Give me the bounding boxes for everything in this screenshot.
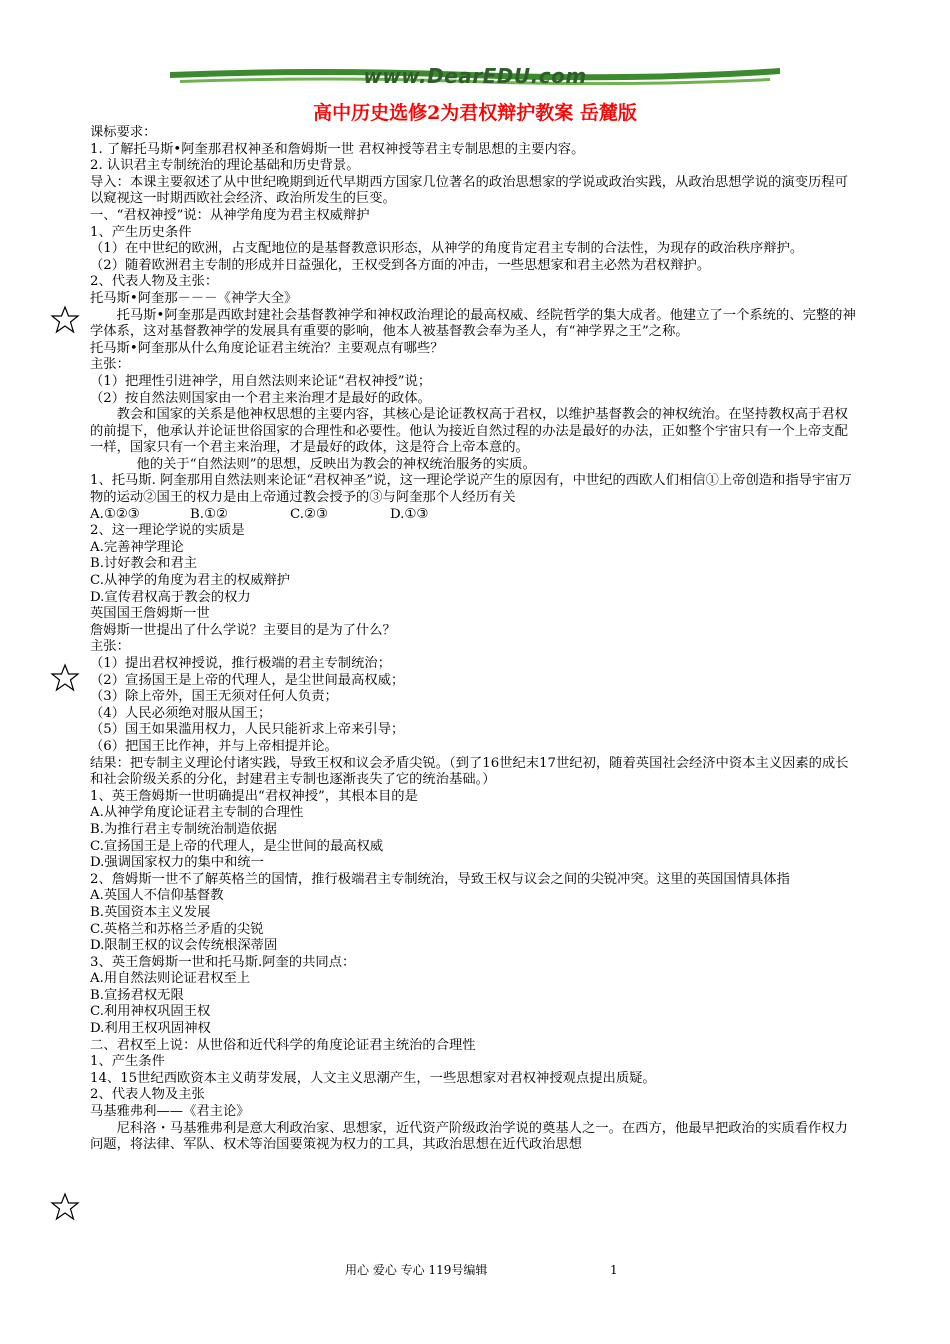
- text-line: （4）人民必须绝对服从国王；: [90, 705, 272, 721]
- text-line: 主张：: [90, 357, 130, 373]
- text-line: （2）随着欧洲君主专制的形成并日益强化，王权受到各方面的冲击，一些思想家和君主必然为君权辩护。: [90, 257, 711, 273]
- text-line: 英国国王詹姆斯一世: [90, 606, 210, 622]
- page-title: 高中历史选修2为君权辩护教案 岳麓版: [313, 102, 637, 124]
- text-line: 他的关于“自然法则”的思想，反映出为教会的神权统治服务的实质。: [136, 456, 536, 472]
- text-line: 马基雅弗利——《君主论》: [90, 1104, 250, 1120]
- option: C.②③: [290, 506, 328, 522]
- option: D.利用王权巩固神权: [90, 1021, 211, 1037]
- option: D.①③: [390, 506, 429, 522]
- option: D.宣传君权高于教会的权力: [90, 589, 251, 605]
- question: 3、英王詹姆斯一世和托马斯.阿奎的共同点：: [90, 954, 356, 970]
- paragraph: 尼科洛・马基雅弗利是意大利政治家、思想家，近代资产阶级政治学说的奠基人之一。在西方，他最早把政治的实质看作权力问题，将法律、军队、权术等治国要策视为权力的工具，其政治思想在近代政治思想: [90, 1120, 848, 1153]
- option: A.从神学角度论证君主专制的合理性: [90, 805, 304, 821]
- option: B.为推行君主专制统治制造依据: [90, 821, 277, 837]
- text-line: 2. 认识君主专制统治的理论基础和历史背景。: [90, 158, 360, 174]
- text-line: （3）除上帝外，国王无须对任何人负责；: [90, 689, 338, 705]
- text-line: 主张：: [90, 639, 130, 655]
- text-line: （5）国王如果滥用权力，人民只能祈求上帝来引导；: [90, 722, 405, 738]
- section-heading: 二、君权至上说：从世俗和近代科学的角度论证君主统治的合理性: [90, 1037, 476, 1053]
- question: 1、托马斯. 阿奎那用自然法则来论证“君权神圣”说，这一理论学说产生的原因有，中世纪的西欧人们相信①上帝创造和指导宇宙万物的运动②国王的权力是由上帝通过教会授予的③与阿奎那个人经历有关: [90, 473, 852, 506]
- option: C.从神学的角度为君主的权威辩护: [90, 573, 291, 589]
- text-line: 1、产生历史条件: [90, 224, 192, 240]
- star-icon: [50, 305, 80, 335]
- text-line: 詹姆斯一世提出了什么学说？主要目的是为了什么？: [90, 622, 396, 638]
- paragraph: 导入：本课主要叙述了从中世纪晚期到近代早期西方国家几位著名的政治思想家的学说或政治实践，从政治思想学说的演变历程可以窥视这一时期西欧社会经济、政治所发生的巨变。: [90, 174, 848, 207]
- star-icon: [50, 663, 80, 693]
- option: C.宣扬国王是上帝的代理人，是尘世间的最高权威: [90, 838, 384, 854]
- paragraph: 教会和国家的关系是他神权思想的主要内容，其核心是论证教权高于君权，以维护基督教会的神权统治。在坚持教权高于君权的前提下，他承认并论证世俗国家的合理性和必要性。他认为接近自然过程的办法是最好的办法，正如整个宇宙只有一个上帝支配一样，国家只有一个君主来治理，才是最好的政体，这是符合上帝本意的。: [90, 407, 848, 456]
- option: B.讨好教会和君主: [90, 556, 198, 572]
- text-line: （1）把理性引进神学，用自然法则来论证“君权神授”说；: [90, 373, 432, 389]
- section-heading: 一、“君权神授”说：从神学角度为君主权威辩护: [90, 207, 370, 223]
- paragraph: （1）在中世纪的欧洲，占支配地位的是基督教意识形态，从神学的角度肯定君主专制的合法性，为现存的政治秩序辩护。: [90, 241, 804, 257]
- text-line: 14、15世纪西欧资本主义萌芽发展，人文主义思潮产生，一些思想家对君权神授观点提出质疑。: [90, 1070, 656, 1086]
- question: 1、英王詹姆斯一世明确提出“君权神授”，其根本目的是: [90, 788, 418, 804]
- option: A.完善神学理论: [90, 539, 184, 555]
- paragraph: 结果：把专制主义理论付诸实践，导致王权和议会矛盾尖锐。（到了16世纪末17世纪初，随着英国社会经济中资本主义因素的成长和社会阶级关系的分化，封建君主专制也逐渐丧失了它的统治基础。）: [90, 755, 849, 788]
- paragraph: 托马斯•阿奎那是西欧封建社会基督教神学和神权政治理论的最高权威、经院哲学的集大成者。他建立了一个系统的、完整的神学体系，这对基督教神学的发展具有重要的影响，他本人被基督教会奉为圣人，有“神学界之王”之称。: [90, 307, 856, 340]
- text-line: 1、产生条件: [90, 1054, 165, 1070]
- text-line: （2）宣扬国王是上帝的代理人，是尘世间最高权威；: [90, 672, 405, 688]
- option: B.宣扬君权无限: [90, 987, 184, 1003]
- question: 2、这一理论学说的实质是: [90, 523, 245, 539]
- text-line: 托马斯•阿奎那从什么角度论证君主统治？主要观点有哪些？: [90, 340, 444, 356]
- site-banner: [170, 58, 780, 94]
- page-number: 1: [610, 1263, 618, 1277]
- text-line: （6）把国王比作神，并与上帝相提并论。: [90, 738, 338, 754]
- site-url[interactable]: www.DearEDU.com: [363, 64, 587, 88]
- option: C.英格兰和苏格兰矛盾的尖锐: [90, 921, 264, 937]
- question: 2、詹姆斯一世不了解英格兰的国情，推行极端君主专制统治，导致王权与议会之间的尖锐冲突。这里的英国国情具体指: [90, 871, 790, 887]
- footer-text: 用心 爱心 专心 119号编辑: [345, 1263, 488, 1277]
- option: B.①②: [190, 506, 228, 522]
- option: A.用自然法则论证君权至上: [90, 971, 251, 987]
- option: A.英国人不信仰基督教: [90, 888, 224, 904]
- text-line: （1）提出君权神授说，推行极端的君主专制统治；: [90, 656, 391, 671]
- option: D.强调国家权力的集中和统一: [90, 855, 264, 871]
- option: C.利用神权巩固王权: [90, 1004, 211, 1020]
- text-line: 2、代表人物及主张：: [90, 274, 219, 290]
- question-options: [90, 507, 860, 524]
- text-line: 托马斯•阿奎那－－－《神学大全》: [90, 290, 298, 306]
- section-heading: 课标要求：: [90, 125, 157, 140]
- option: A.①②③: [90, 506, 140, 522]
- text-line: （2）按自然法则国家由一个君主来治理才是最好的政体。: [90, 390, 431, 406]
- option: B.英国资本主义发展: [90, 904, 211, 920]
- option: D.限制王权的议会传统根深蒂固: [90, 938, 278, 954]
- document-body: [90, 125, 860, 1154]
- text-line: 2、代表人物及主张: [90, 1087, 205, 1103]
- star-icon: [50, 1192, 80, 1222]
- text-line: 1. 了解托马斯•阿奎那君权神圣和詹姆斯一世 君权神授等君主专制思想的主要内容。: [90, 141, 585, 157]
